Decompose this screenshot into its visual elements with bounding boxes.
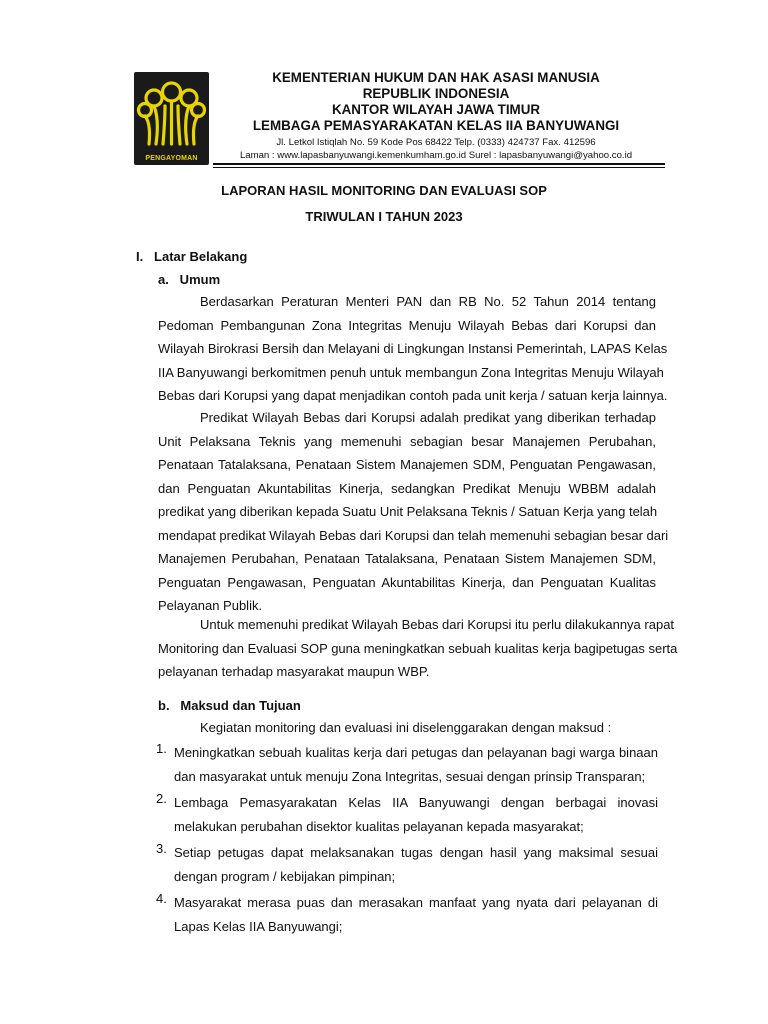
text-line: predikat yang diberikan kepada Suatu Unit Pelaksana Teknis / Satuan Kerja yang telah [158, 504, 658, 519]
paragraph-3 [158, 613, 678, 684]
subsection-b-heading: b. Maksud dan Tujuan [158, 698, 301, 713]
letterhead-web: Laman : www.lapasbanyuwangi.kemenkumham.go.id Surel : lapasbanyuwangi@yahoo.co.id [239, 149, 633, 161]
letterhead-rule-thin [213, 167, 665, 168]
banyan-tree-icon [134, 72, 209, 152]
letterhead-ministry: KEMENTERIAN HUKUM DAN HAK ASASI MANUSIA [272, 70, 600, 85]
text-line: Manajemen Perubahan, Penataan Tatalaksana, Penataan Sistem Manajemen SDM, [158, 551, 656, 566]
text-line: Lembaga Pemasyarakatan Kelas IIA Banyuwangi dengan berbagai inovasi [174, 795, 658, 810]
text-line: Setiap petugas dapat melaksanakan tugas dengan hasil yang maksimal sesuai [174, 845, 658, 860]
purpose-intro [200, 716, 660, 740]
text-line: pelayanan terhadap masyarakat maupun WBP. [158, 664, 430, 679]
text-line: Masyarakat merasa puas dan merasakan manfaat yang nyata dari pelayanan di [174, 895, 658, 910]
letterhead [212, 70, 660, 162]
text-line: Predikat Wilayah Bebas dari Korupsi adalah predikat yang diberikan terhadap [200, 410, 656, 425]
list-item [156, 791, 658, 838]
text-line: mendapat predikat Wilayah Bebas dari Korupsi dan telah memenuhi sebagian besar dari [158, 527, 669, 543]
list-number: 3. [156, 841, 167, 856]
report-subtitle: TRIWULAN I TAHUN 2023 [305, 209, 463, 224]
text-line: IIA Banyuwangi berkomitmen penuh untuk membangun Zona Integritas Menuju Wilayah [158, 364, 664, 380]
text-line: Unit Pelaksana Teknis yang memenuhi sebagian besar Manajemen Perubahan, [158, 433, 656, 449]
text-line: dan Penguatan Akuntabilitas Kinerja, sedangkan Predikat Menuju WBBM adalah [158, 480, 656, 496]
text-line: Penataan Tatalaksana, Penataan Sistem Manajemen SDM, Penguatan Pengawasan, [158, 457, 656, 472]
text-line: melakukan perubahan disektor kualitas pelayanan kepada masyarakat; [174, 818, 584, 834]
list-number: 2. [156, 791, 167, 806]
list-item [156, 841, 658, 888]
list-number: 4. [156, 891, 167, 906]
report-title: LAPORAN HASIL MONITORING DAN EVALUASI SOP [221, 183, 547, 198]
text-line: dan masyarakat untuk menuju Zona Integritas, sesuai dengan prinsip Transparan; [174, 768, 646, 784]
text-line: Bebas dari Korupsi yang dapat menjadikan contoh pada unit kerja / satuan kerja lainnya. [158, 388, 668, 403]
text-line: Pedoman Pembangunan Zona Integritas Menuju Wilayah Bebas dari Korupsi dan [158, 317, 656, 333]
text-line: Meningkatkan sebuah kualitas kerja dari petugas dan pelayanan bagi warga binaan [174, 745, 658, 760]
list-item [156, 741, 658, 788]
list-number: 1. [156, 741, 167, 756]
letterhead-regional-office: KANTOR WILAYAH JAWA TIMUR [331, 102, 541, 117]
text-line: Wilayah Birokrasi Bersih dan Melayani di Lingkungan Instansi Pemerintah, LAPAS Kelas [158, 341, 668, 356]
text-line: Kegiatan monitoring dan evaluasi ini diselenggarakan dengan maksud : [200, 720, 612, 735]
purpose-list [156, 741, 658, 941]
list-item [156, 891, 658, 938]
text-line: Untuk memenuhi predikat Wilayah Bebas dari Korupsi itu perlu dilakukannya rapat [200, 617, 675, 632]
section-heading: I. Latar Belakang [136, 249, 248, 264]
text-line: Monitoring dan Evaluasi SOP guna meningkatkan sebuah kualitas kerja bagipetugas serta [158, 640, 678, 656]
letterhead-rule-thick [213, 163, 665, 165]
letterhead-address: Jl. Letkol Istiqlah No. 59 Kode Pos 68422 Telp. (0333) 424737 Fax. 412596 [276, 137, 596, 148]
text-line: dengan program / kebijakan pimpinan; [174, 868, 396, 884]
text-line: Berdasarkan Peraturan Menteri PAN dan RB No. 52 Tahun 2014 tentang [200, 294, 656, 309]
paragraph-1 [158, 290, 668, 408]
pengayoman-logo [134, 72, 209, 165]
text-line: Penguatan Pengawasan, Penguatan Akuntabilitas Kinerja, dan Penguatan Kualitas [158, 574, 656, 590]
subsection-a-heading: a. Umum [158, 272, 221, 287]
logo-label: PENGAYOMAN [145, 155, 198, 162]
letterhead-institution: LEMBAGA PEMASYARAKATAN KELAS IIA BANYUWANGI [252, 118, 620, 133]
text-line: Pelayanan Publik. [158, 598, 263, 613]
paragraph-2 [158, 406, 669, 618]
letterhead-country: REPUBLIK INDONESIA [362, 86, 510, 101]
text-line: Lapas Kelas IIA Banyuwangi; [174, 918, 343, 934]
